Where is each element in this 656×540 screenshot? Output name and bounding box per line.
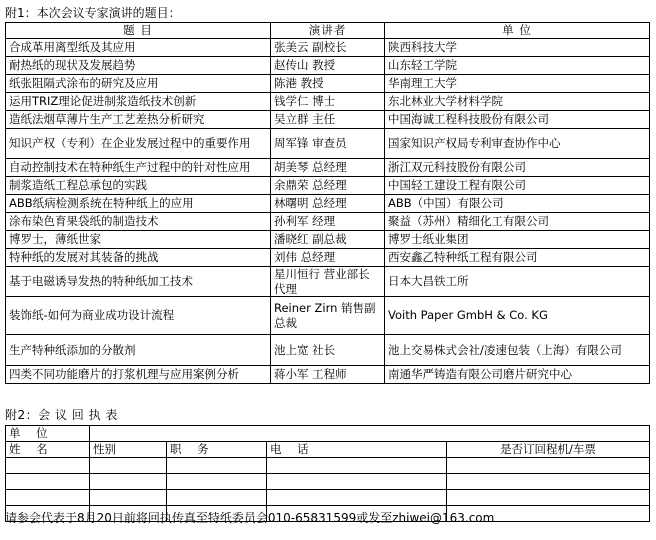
- reply-header-row: [6, 442, 650, 458]
- organization-cell: 国家知识产权局专利审查协作中心: [385, 129, 650, 159]
- blank-cell[interactable]: [167, 474, 267, 490]
- speaker-row: [6, 177, 650, 195]
- speaker-cell: Reiner Zirn 销售副总裁: [271, 297, 385, 335]
- speaker-cell: 周军锋 审查员: [271, 129, 385, 159]
- reply-blank-row: [6, 458, 650, 474]
- speaker-row: [6, 213, 650, 231]
- blank-cell[interactable]: [90, 458, 167, 474]
- topic-cell: 自动控制技术在特种纸生产过程中的针对性应用: [6, 159, 271, 177]
- col-position: 职 务: [167, 442, 267, 458]
- speaker-cell: 余鼎荣 总经理: [271, 177, 385, 195]
- speaker-row: [6, 111, 650, 129]
- reply-form-table: [5, 425, 650, 522]
- blank-cell[interactable]: [167, 490, 267, 506]
- blank-cell[interactable]: [90, 474, 167, 490]
- organization-cell: 池上交易株式会社/凌速包装（上海）有限公司: [385, 335, 650, 366]
- topic-cell: 博罗士，薄纸世家: [6, 231, 271, 249]
- speakers-table: [5, 22, 650, 384]
- organization-cell: 聚益（苏州）精细化工有限公司: [385, 213, 650, 231]
- header-speaker: 演讲者: [271, 23, 385, 39]
- topic-cell: 运用TRIZ理论促进制浆造纸技术创新: [6, 93, 271, 111]
- speaker-row: [6, 57, 650, 75]
- topic-cell: 基于电磁诱导发热的特种纸加工技术: [6, 267, 271, 297]
- speaker-row: [6, 231, 650, 249]
- speaker-cell: 陈港 教授: [271, 75, 385, 93]
- speaker-cell: 刘伟 总经理: [271, 249, 385, 267]
- reply-unit-row: [6, 426, 650, 442]
- blank-cell[interactable]: [90, 490, 167, 506]
- organization-cell: 华南理工大学: [385, 75, 650, 93]
- speaker-cell: 池上宽 社长: [271, 335, 385, 366]
- unit-label: 单 位: [6, 426, 90, 442]
- blank-cell[interactable]: [6, 474, 90, 490]
- col-gender: 性别: [90, 442, 167, 458]
- header-topic: 题 目: [6, 23, 271, 39]
- organization-cell: 中国海诚工程科技股份有限公司: [385, 111, 650, 129]
- speaker-cell: 胡美琴 总经理: [271, 159, 385, 177]
- organization-cell: ABB（中国）有限公司: [385, 195, 650, 213]
- speaker-cell: 潘晓红 副总裁: [271, 231, 385, 249]
- organization-cell: 中国轻工建设工程有限公司: [385, 177, 650, 195]
- speaker-row: [6, 249, 650, 267]
- organization-cell: 博罗士纸业集团: [385, 231, 650, 249]
- topic-cell: 知识产权（专利）在企业发展过程中的重要作用: [6, 129, 271, 159]
- appendix1-title: 附1：本次会议专家演讲的题目：: [5, 6, 181, 20]
- topic-cell: 纸张阻隔式涂布的研究及应用: [6, 75, 271, 93]
- speaker-cell: 吴立群 主任: [271, 111, 385, 129]
- blank-cell[interactable]: [6, 490, 90, 506]
- speaker-row: [6, 297, 650, 335]
- unit-field[interactable]: [90, 426, 650, 442]
- col-phone: 电 话: [267, 442, 447, 458]
- reply-blank-row: [6, 490, 650, 506]
- blank-cell[interactable]: [447, 474, 650, 490]
- topic-cell: 造纸法烟草薄片生产工艺差热分析研究: [6, 111, 271, 129]
- organization-cell: Voith Paper GmbH & Co. KG: [385, 297, 650, 335]
- topic-cell: 涂布染色育果袋纸的制造技术: [6, 213, 271, 231]
- blank-cell[interactable]: [267, 458, 447, 474]
- header-organization: 单 位: [385, 23, 650, 39]
- organization-cell: 浙江双元科技股份有限公司: [385, 159, 650, 177]
- blank-cell[interactable]: [267, 474, 447, 490]
- col-name: 姓 名: [6, 442, 90, 458]
- speaker-row: [6, 39, 650, 57]
- speakers-header-row: [6, 23, 650, 39]
- topic-cell: 四类不同功能磨片的打浆机理与应用案例分析: [6, 366, 271, 384]
- speaker-row: [6, 366, 650, 384]
- topic-cell: 合成革用离型纸及其应用: [6, 39, 271, 57]
- blank-cell[interactable]: [6, 458, 90, 474]
- organization-cell: 山东轻工学院: [385, 57, 650, 75]
- speaker-row: [6, 195, 650, 213]
- topic-cell: 制浆造纸工程总承包的实践: [6, 177, 271, 195]
- footer-note: 请参会代表于8月20日前将回执传真至特纸委员会010-65831599或发至zhiwei@163.com: [5, 511, 495, 525]
- speaker-row: [6, 75, 650, 93]
- organization-cell: 日本大昌铁工所: [385, 267, 650, 297]
- speaker-cell: 林曙明 总经理: [271, 195, 385, 213]
- reply-blank-row: [6, 474, 650, 490]
- topic-cell: 装饰纸-如何为商业成功设计流程: [6, 297, 271, 335]
- speaker-row: [6, 93, 650, 111]
- appendix2-title: 附2：会 议 回 执 表: [5, 408, 118, 422]
- blank-cell[interactable]: [447, 490, 650, 506]
- speaker-cell: 钱学仁 博士: [271, 93, 385, 111]
- speaker-row: [6, 267, 650, 297]
- col-return-ticket: 是否订回程机/车票: [447, 442, 650, 458]
- topic-cell: ABB纸病检测系统在特种纸上的应用: [6, 195, 271, 213]
- blank-cell[interactable]: [167, 458, 267, 474]
- blank-cell[interactable]: [267, 490, 447, 506]
- blank-cell[interactable]: [447, 458, 650, 474]
- speaker-cell: 赵传山 教授: [271, 57, 385, 75]
- topic-cell: 特种纸的发展对其装备的挑战: [6, 249, 271, 267]
- speaker-row: [6, 335, 650, 366]
- speaker-cell: 孙利军 经理: [271, 213, 385, 231]
- speaker-cell: 蒋小军 工程师: [271, 366, 385, 384]
- speaker-cell: 星川恒行 营业部长代理: [271, 267, 385, 297]
- topic-cell: 耐热纸的现状及发展趋势: [6, 57, 271, 75]
- organization-cell: 西安鑫乙特种纸工程有限公司: [385, 249, 650, 267]
- speaker-row: [6, 129, 650, 159]
- topic-cell: 生产特种纸添加的分散剂: [6, 335, 271, 366]
- organization-cell: 南通华严铸造有限公司磨片研究中心: [385, 366, 650, 384]
- speaker-row: [6, 159, 650, 177]
- organization-cell: 东北林业大学材料学院: [385, 93, 650, 111]
- speaker-cell: 张美云 副校长: [271, 39, 385, 57]
- organization-cell: 陕西科技大学: [385, 39, 650, 57]
